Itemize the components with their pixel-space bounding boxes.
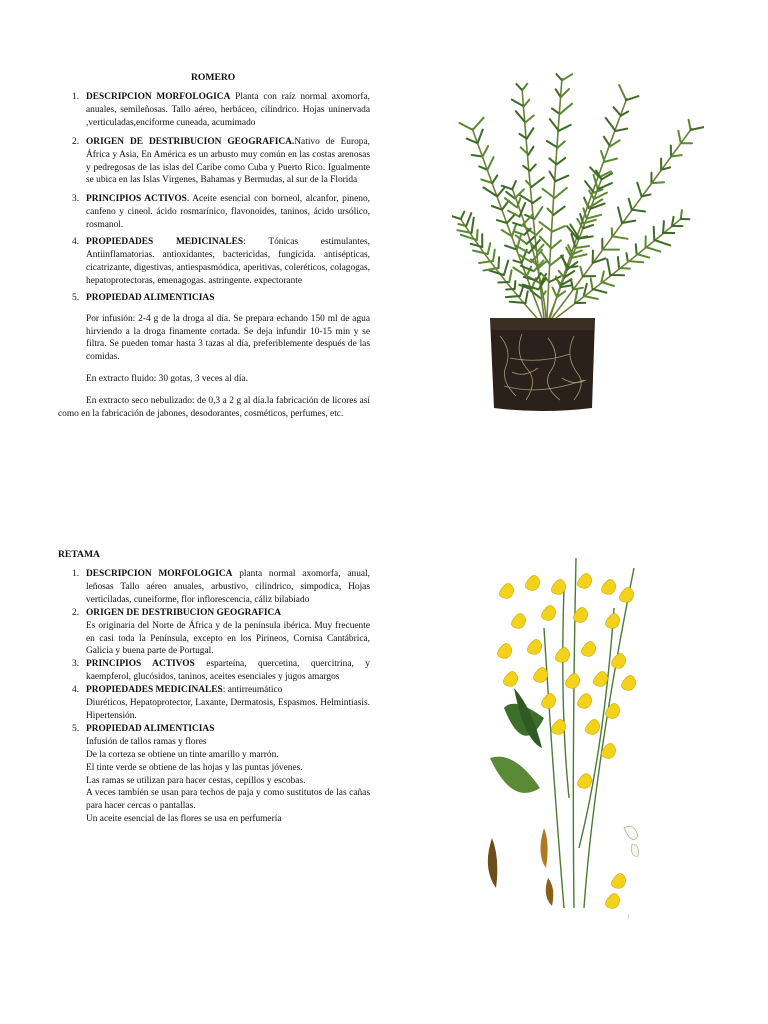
list-number: 4. [72, 237, 80, 248]
list-number: 1. [72, 92, 80, 102]
list-text: Planta con raíz normal axomorfa, anuales, semileñosas. Tallo aéreo, herbáceo, cilíndrico. Hojas uninervada ,verticuladas,enciforme cuneada, acumimado [86, 92, 370, 128]
list-heading: PROPIEDADES MEDICINALES [86, 237, 244, 248]
list-item [58, 684, 370, 697]
list-heading: PROPIEDADES MEDICINALES [86, 685, 223, 696]
list-number: 2. [72, 136, 80, 147]
list-heading: PROPIEDAD ALIMENTICIAS [86, 723, 215, 734]
medicinal-text: Diuréticos, Hepatoprotector, Laxante, Dermatosis, Espasmos. Helmintiasis. Hipertensión. [86, 698, 370, 721]
food-line: El tinte verde se obtiene de las hojas y las puntas jóvenes. [86, 762, 303, 773]
broom-plant-illustration [484, 548, 644, 920]
list-item [58, 292, 370, 305]
food-line: De la corteza se obtiene un tinte amarillo y marrón. [86, 749, 279, 760]
dry-extract-paragraph: En extracto seco nebulizado: de 0,3 a 2 g al día.la fabricación de licores así como en la fabricación de jabones, desodorantes, cosméticos, perfumes, etc. [58, 396, 370, 420]
food-line: Un aceite esencial de las flores se usa en perfumería [86, 814, 282, 825]
list-text: esparteína, quercetina, quercitrina, y kaempferol, glucósidos, taninos, aceites esenciales y jugos amargos [86, 659, 370, 683]
romero-section [58, 91, 370, 421]
list-heading: DESCRIPCION MORFOLOGICA [86, 569, 233, 579]
list-text: : antirreumático [222, 685, 283, 696]
svg-text:|: | [628, 915, 630, 920]
list-text: . Aceite esencial con borneol, alcanfor, pineno, canfeno y cineol. ácido rosmarínico, flavonoides, taninos, ácido ursólico, rosmanol. [86, 194, 371, 231]
list-item [58, 723, 370, 736]
list-text: planta normal axomorfa, anual, leñosas Tallo aéreo anuales, arbustivo, cilíndrico, simpodica, Hojas verticiladas, cuneiforme, flor inflorescencia, cáliz bilabiado [86, 569, 371, 605]
list-item [58, 193, 370, 232]
list-number: 5. [72, 292, 80, 303]
list-number: 3. [72, 194, 80, 205]
list-text: Nativo de Europa, África y Asia, En América es un arbusto muy común en las costas arenosas y pedregosas de las islas del Caribe como Cuba y Puerto Rico. Igualmente se ubica en las Islas Vírgenes, Bahamas y Bermudas, al sur de la Florida [86, 136, 370, 186]
origin-text: Es originaria del Norte de África y de la península ibérica. Muy frecuente en casi toda la Península, excepto en los Pirineos, Cornisa Cantábrica, Galicia y buena parte de Portugal. [86, 620, 370, 657]
food-line: Las ramas se utilizan para hacer cestas, cepillos y escobas. [86, 775, 306, 786]
list-heading: PRINCIPIOS ACTIVOS [86, 194, 187, 205]
list-item [58, 568, 370, 607]
list-item [58, 91, 370, 130]
infusion-paragraph: Por infusión: 2-4 g de la droga al día. Se prepara echando 150 ml de agua hirviendo a la droga finamente cortada. Se deja infundir 10-15 min y se filtra. Se pueden tomar hasta 3 tazas al día, preferiblemente después de las comidas. [86, 313, 370, 363]
list-number: 1. [72, 569, 80, 579]
food-line: A veces también se usan para techos de paja y como sustitutos de las cañas para hacer cercas o pantallas. [86, 788, 370, 812]
food-line: Infusión de tallos ramas y flores [86, 736, 207, 747]
list-heading: PROPIEDAD ALIMENTICIAS [86, 292, 215, 303]
retama-section [58, 568, 370, 826]
list-heading: DESCRIPCION MORFOLOGICA [86, 92, 231, 102]
list-item [58, 607, 370, 620]
romero-title: ROMERO [191, 72, 236, 83]
list-number: 4. [72, 685, 80, 696]
list-number: 3. [72, 659, 80, 670]
list-item [58, 136, 370, 188]
list-heading: ORIGEN DE DESTRIBUCION GEOGRAFICA [86, 607, 282, 618]
list-item [58, 658, 370, 684]
list-number: 2. [72, 607, 80, 618]
retama-title: RETAMA [58, 549, 100, 560]
list-item [58, 236, 370, 288]
list-heading: PRINCIPIOS ACTIVOS [86, 659, 195, 670]
list-number: 5. [72, 723, 80, 734]
fluid-extract-paragraph: En extracto fluido: 30 gotas, 3 veces al día. [86, 374, 248, 385]
list-text: : Tónicas estimulantes, Antiinflamatorias. antioxidantes, bactericidas, fungicida. antisépticas, cicatrizante, digestivas, antiespasmódica, aperitivas, coleréticos, colagogas, hepatoprotectoras, emenagogas. astringente. expectorante [86, 237, 370, 286]
list-heading: ORIGEN DE DESTRIBUCION GEOGRAFICA. [86, 136, 295, 147]
rosemary-plant-image [452, 68, 704, 414]
